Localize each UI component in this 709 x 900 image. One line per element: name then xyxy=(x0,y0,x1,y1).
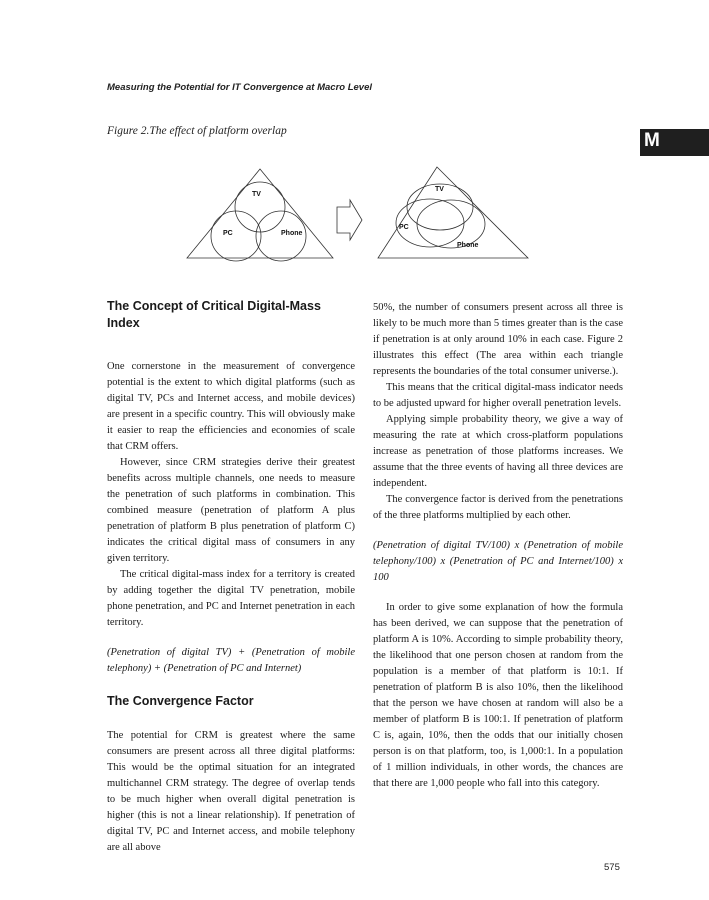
left-column xyxy=(107,298,355,856)
right-tv-label: TV xyxy=(435,186,444,193)
left-tv-circle xyxy=(235,182,285,232)
formula-convergence-factor: (Penetration of digital TV/100) x (Penetration of mobile telephony/100) x (Penetration of PC and Internet/100) x 100 xyxy=(373,540,623,583)
formula-critical-digital-mass: (Penetration of digital TV) + (Penetration of mobile telephony) + (Penetration of PC and Internet) xyxy=(107,647,355,674)
platform-overlap-svg xyxy=(170,165,565,280)
right-phone-circle xyxy=(417,200,485,248)
section-heading-critical-digital-mass: The Concept of Critical Digital-Mass Index xyxy=(107,299,321,330)
paragraph: The critical digital-mass index for a territory is created by adding together the digital TV penetration, mobile phone penetration, and PC and Internet penetration in each territory. xyxy=(107,569,355,628)
right-pc-label: PC xyxy=(399,224,409,231)
paragraph: The convergence factor is derived from the penetrations of the three platforms multiplied by each other. xyxy=(373,494,623,521)
paragraph: Applying simple probability theory, we give a way of measuring the rate at which cross-platform populations increase as penetration of those platforms increases. We assume that the three events of having all three devices are independent. xyxy=(373,414,623,489)
section-tab-letter: M xyxy=(644,130,660,151)
right-pc-circle xyxy=(396,199,464,247)
left-phone-label: Phone xyxy=(281,230,303,237)
low-overlap-diagram xyxy=(187,169,333,261)
left-pc-label: PC xyxy=(223,230,233,237)
right-phone-label: Phone xyxy=(457,242,479,249)
paragraph: 50%, the number of consumers present across all three is likely to be much more than 5 times greater than is the case if penetration is at only around 10% in each case. Figure 2 illustrates this effect (The area within each triangle represents the boundaries of the total consumer universe.). xyxy=(373,302,623,377)
paragraph: One cornerstone in the measurement of convergence potential is the extent to which digital platforms (such as digital TV, PCs and Internet access, and mobile devices) are present in a specific country. This will obviously make it easier to reap the efficiencies and economies of scale that CRM offers. xyxy=(107,361,355,452)
figure-caption: Figure 2.The effect of platform overlap xyxy=(107,125,287,137)
paragraph: However, since CRM strategies derive their greatest benefits across multiple channels, one needs to measure the penetration of such platforms in combination. This combined measure (penetration of platform A plus penetration of platform B plus penetration of platform C) indicates the critical digital mass of consumers in any given territory. xyxy=(107,457,355,564)
section-tab xyxy=(640,129,709,156)
arrow-icon xyxy=(337,200,362,240)
section-heading-convergence-factor: The Convergence Factor xyxy=(107,694,254,708)
paragraph: The potential for CRM is greatest where the same consumers are present across all three digital platforms: This would be the optimal situation for an integrated multichannel CRM strategy. The degree of overlap tends to be much higher when overall digital penetration is higher (this is not a linear relationship). If penetration of digital TV, PC and Internet access, and mobile telephony are all above xyxy=(107,730,355,853)
running-head: Measuring the Potential for IT Convergence at Macro Level xyxy=(107,82,373,93)
paragraph: In order to give some explanation of how the formula has been derived, we can suppose that the penetration of platform A is 10%. According to simple probability theory, the likelihood that one person chosen at random from the population is a member of that platform is 10:1. If penetration of platform B is also 10%, then the likelihood that the person we have chosen at random will also be a member of platform B is 100:1. If penetration of platform C is, again, 10%, then the odds that our initially chosen person is on that platform, too, is 1,000:1. In a population of 1 million individuals, in other words, the chances are that there are 1,000 people who fall into this category. xyxy=(373,602,623,789)
right-triangle xyxy=(378,167,528,258)
paragraph: This means that the critical digital-mass indicator needs to be adjusted upward for higher overall penetration levels. xyxy=(373,382,623,409)
left-pc-circle xyxy=(211,211,261,261)
page-number: 575 xyxy=(604,862,620,873)
right-column xyxy=(373,300,623,792)
high-overlap-diagram xyxy=(378,167,528,258)
left-tv-label: TV xyxy=(252,191,261,198)
figure-2-diagram xyxy=(170,165,565,280)
